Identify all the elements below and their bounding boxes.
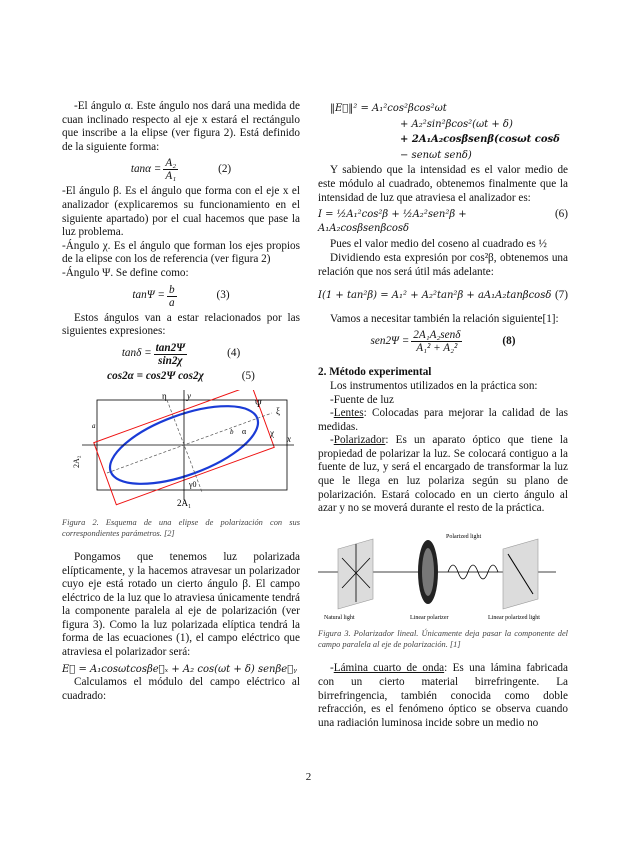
a-label: a (92, 422, 96, 431)
list-item: -Lentes: Colocadas para mejorar la calidad de las medidas. (318, 407, 568, 433)
gamma0-label: γ0 (189, 480, 197, 490)
linear-polarizer-figure (318, 524, 556, 622)
linear-polarizer-label: Linear polarizer (410, 614, 449, 621)
2a2-label: 2A₂ (72, 455, 81, 469)
paragraph: Vamos a necesitar también la relación siguiente[1]: (330, 312, 559, 325)
y-label: y (187, 391, 191, 402)
paragraph: Y sabiendo que la intensidad es el valor medio de este módulo al cuadrado, obtenemos finalmente que la intensidad de luz que atraviesa el analizador es: (318, 164, 568, 204)
equation-4: tanδ = $\frac{\tan 2\Psi}{\sin 2\chi}$ (4) (121, 341, 241, 367)
paragraph: -Ángulo Ψ. Se define como: (62, 266, 189, 279)
2a1-label: 2A₁ (177, 498, 192, 509)
figure-2-caption: Figura 2. Esquema de una elipse de polarización con sus correspondientes parámetros. [2] (62, 517, 300, 538)
equation-7: I(1 + tan²β) = A₁² + A₂²tan²β + aA₁A₂tanβcosδ (7) (318, 289, 568, 302)
b-label: b (230, 428, 234, 437)
modulus-equation-line-1: ‖E⃗‖² = A₁²cos²βcos²ωt (330, 103, 447, 114)
alpha-label: α (242, 427, 247, 437)
x-label: x (287, 434, 291, 445)
list-item: -Fuente de luz (330, 393, 394, 406)
list-item: -Polarizador: Es un aparato óptico que tiene la propiedad de polarizar la luz. Se colocará contiguo a la fuente de luz, y será el encargado de transformar la luz que le llega en luz polariza según su plano de polarización. Estará colocado en un cierto ángulo al azar y no se moverá durante el resto de la práctica. (318, 434, 568, 515)
modulus-equation-line-4: − senωt senδ) (400, 149, 472, 161)
polarized-light-label: Polarized light (446, 533, 482, 540)
equation-8: sen2Ψ = $\frac{\text{2A₁A₂senδ}}{\text{A₁² + A₂²}}$ (8) (370, 329, 516, 355)
equation-5: cos2α = cos2Ψ cos2χ (5) (107, 369, 255, 382)
xi-label: ξ (276, 406, 281, 417)
paragraph: Estos ángulos van a estar relacionados por las siguientes expresiones: (62, 311, 300, 338)
polarization-ellipse-figure (62, 390, 300, 510)
chi-label: χ (270, 428, 274, 439)
natural-light-label: Natural light (324, 614, 355, 621)
right-column (318, 100, 568, 730)
paragraph: Los instrumentos utilizados en la práctica son: (330, 379, 538, 392)
equation-2: tanα = $\frac{\text{A₂}}{\text{A₁}}$ (2) (130, 157, 232, 183)
polarizer-inner (422, 548, 434, 596)
modulus-equation-line-2: + A₂²sin²βcos²(ωt + δ) (400, 118, 513, 130)
left-column (62, 100, 300, 703)
equation-3: tanΨ = $\frac{b}{a}$ (3) (132, 283, 230, 309)
section-heading: 2. Método experimental (318, 366, 432, 379)
page-number: 2 (305, 771, 312, 783)
figure-3-caption: Figura 3. Polarizador lineal. Únicamente deja pasar la componente del campo paralela al eje de polarización. [1] (318, 629, 568, 650)
paragraph: Pongamos que tenemos luz polarizada elípticamente, y la hacemos atravesar un polarizador cuyo eje está rotado un cierto ángulo β. El campo eléctrico de la luz que lo atraviesa únicamente tendrá la componente paralela al eje de polarización (ver figura 3). Como la luz polarizada elíptica tendrá la forma de las ecuaciones (1), el campo eléctrico que atraviesa el polarizador será: (62, 550, 300, 659)
modulus-equation-line-3: + 2A₁A₂cosβsenβ(cosωt cosδ (400, 134, 560, 146)
paragraph: Pues el valor medio del coseno al cuadrado es ½ (330, 238, 547, 251)
eta-label: η (162, 391, 167, 402)
paragraph: -Ángulo χ. Es el ángulo que forman los ejes propios de la elipse con los de referencia (ver figura 2) (62, 239, 300, 266)
paragraph: Dividiendo esta expresión por cos²β, obtenemos una relación que nos será útil más adelante: (318, 251, 568, 278)
paragraph: -El ángulo α. Este ángulo nos dará una medida de cuan inclinado respecto al eje x estará el rectángulo que inscribe a la elipse (ver figura 2). Está definido de la siguiente forma: (62, 100, 300, 153)
linear-polarized-light-label: Linear polarized light (488, 614, 540, 621)
psi-label: Ψ (255, 399, 262, 410)
paragraph: Calculamos el módulo del campo eléctrico al cuadrado: (62, 676, 300, 702)
paragraph: -El ángulo β. Es el ángulo que forma con el eje x el analizador (explicaremos su funcionamiento en el siguiente apartado) por el cual hacemos que pase la luz problema. (62, 185, 300, 239)
electric-field-equation: E⃗ = A₁cosωtcosβe⃗ₓ + A₂ cos(ωt + δ) senβe⃗ᵧ (62, 663, 297, 675)
list-item: -Lámina cuarto de onda: Es una lámina fabricada con un cierto material birrefringente. La birrefringencia, también conocida como doble refracción, es el fenómeno óptico se observa cuando una radiación luminosa incide sobre un medio no (318, 662, 568, 729)
equation-6: I = ½A₁²cos²β + ½A₂²sen²β + A₁A₂cosβsenβcosδ (6) (318, 208, 568, 234)
